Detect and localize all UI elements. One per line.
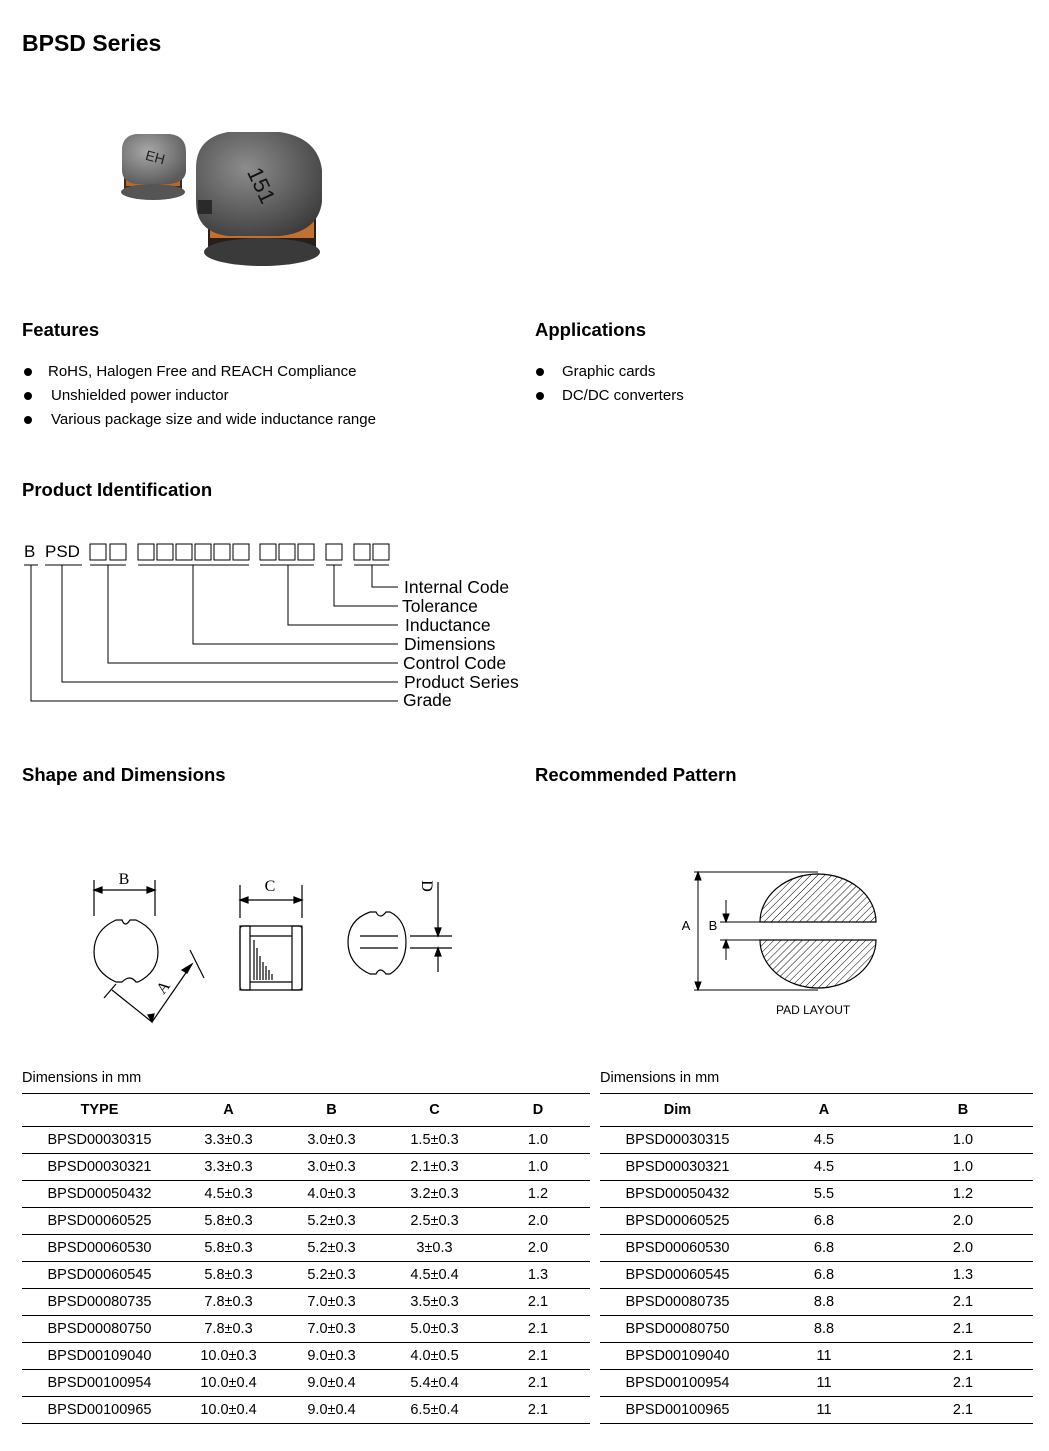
table-cell: 6.8 [755, 1235, 893, 1262]
shape-label-a: A [153, 977, 174, 998]
table-cell: 6.8 [755, 1262, 893, 1289]
table-cell: 10.0±0.3 [177, 1343, 280, 1370]
table-cell: BPSD00080750 [22, 1316, 177, 1343]
table-cell: 5.4±0.4 [383, 1370, 486, 1397]
column-header: D [486, 1094, 590, 1127]
table-cell: 7.8±0.3 [177, 1316, 280, 1343]
table-cell: 2.1 [486, 1343, 590, 1370]
bullet-icon [536, 368, 544, 376]
table-cell: 11 [755, 1370, 893, 1397]
table-cell: 6.8 [755, 1208, 893, 1235]
list-item [536, 384, 936, 408]
features-list [24, 360, 484, 432]
table-row [22, 1289, 590, 1316]
pattern-label-a: A [681, 918, 691, 933]
bullet-icon [24, 416, 32, 424]
table-cell: 2.0 [486, 1208, 590, 1235]
table-cell: BPSD00080750 [600, 1316, 755, 1343]
bullet-icon [24, 368, 32, 376]
dim-table-caption: Dimensions in mm [22, 1070, 142, 1086]
table-row [600, 1343, 1033, 1370]
table-row [22, 1343, 590, 1370]
dimensions-table [22, 1093, 590, 1424]
table-cell: BPSD00030315 [22, 1127, 177, 1154]
table-cell: 5.8±0.3 [177, 1208, 280, 1235]
table-cell: 3.3±0.3 [177, 1154, 280, 1181]
column-header: A [177, 1094, 280, 1127]
table-cell: 4.0±0.5 [383, 1343, 486, 1370]
table-cell: 4.5 [755, 1127, 893, 1154]
table-cell: BPSD00080735 [600, 1289, 755, 1316]
applications-list [536, 360, 936, 408]
table-cell: 10.0±0.4 [177, 1397, 280, 1424]
table-cell: BPSD00060525 [600, 1208, 755, 1235]
large-marking: 151 [242, 163, 281, 208]
table-cell: BPSD00030321 [600, 1154, 755, 1181]
table-row [22, 1235, 590, 1262]
table-cell: BPSD00060545 [22, 1262, 177, 1289]
table-cell: 3.3±0.3 [177, 1127, 280, 1154]
table-cell: 1.0 [486, 1127, 590, 1154]
table-cell: 5.8±0.3 [177, 1235, 280, 1262]
table-row [600, 1127, 1033, 1154]
table-row [22, 1154, 590, 1181]
table-cell: BPSD00060530 [600, 1235, 755, 1262]
table-row [22, 1262, 590, 1289]
label-tolerance: Tolerance [402, 596, 478, 616]
table-cell: BPSD00060545 [600, 1262, 755, 1289]
upper-pad [760, 874, 876, 922]
table-cell: BPSD00100965 [600, 1397, 755, 1424]
list-item-text: Unshielded power inductor [51, 387, 229, 404]
table-cell: BPSD00050432 [600, 1181, 755, 1208]
shape-label-c: C [264, 878, 276, 895]
list-item-text: DC/DC converters [562, 387, 684, 404]
table-row [22, 1208, 590, 1235]
pad-dimensions-table [600, 1093, 1033, 1424]
shape-drawing [80, 860, 470, 1035]
table-cell: 8.8 [755, 1289, 893, 1316]
table-cell: 2.0 [486, 1235, 590, 1262]
pad-layout-caption: PAD LAYOUT [776, 1003, 851, 1017]
product-identification-heading: Product Identification [22, 479, 213, 500]
bullet-icon [24, 392, 32, 400]
list-item-text: Various package size and wide inductance range [51, 411, 376, 428]
table-row [600, 1397, 1033, 1424]
table-cell: 2.1 [893, 1370, 1033, 1397]
table-cell: 4.5±0.4 [383, 1262, 486, 1289]
label-product-series: Product Series [404, 672, 519, 692]
table-row [22, 1127, 590, 1154]
bullet-icon [536, 392, 544, 400]
column-header: B [280, 1094, 383, 1127]
table-cell: 11 [755, 1397, 893, 1424]
table-cell: BPSD00080735 [22, 1289, 177, 1316]
table-cell: 1.5±0.3 [383, 1127, 486, 1154]
table-row [600, 1181, 1033, 1208]
code-prefix-psd: PSD [45, 542, 80, 561]
table-row [600, 1262, 1033, 1289]
table-row [22, 1397, 590, 1424]
top-view-outline [94, 920, 158, 982]
table-row [22, 1181, 590, 1208]
column-header: C [383, 1094, 486, 1127]
table-header-row [22, 1094, 590, 1127]
table-row [600, 1289, 1033, 1316]
table-cell: 2.1 [486, 1316, 590, 1343]
table-cell: 5.2±0.3 [280, 1235, 383, 1262]
pad-table-caption: Dimensions in mm [600, 1070, 720, 1086]
table-cell: BPSD00100954 [600, 1370, 755, 1397]
table-cell: 9.0±0.3 [280, 1343, 383, 1370]
label-dimensions: Dimensions [404, 634, 496, 654]
table-cell: 2.1 [486, 1289, 590, 1316]
table-cell: BPSD00100965 [22, 1397, 177, 1424]
table-cell: 2.0 [893, 1208, 1033, 1235]
table-row [600, 1370, 1033, 1397]
table-cell: 5.2±0.3 [280, 1208, 383, 1235]
table-cell: 9.0±0.4 [280, 1397, 383, 1424]
list-item [24, 360, 484, 384]
table-cell: 6.5±0.4 [383, 1397, 486, 1424]
product-id-diagram [0, 530, 420, 715]
product-photo [110, 120, 340, 280]
column-header: B [893, 1094, 1033, 1127]
large-inductor [196, 132, 322, 266]
features-heading: Features [22, 319, 100, 340]
table-cell: 4.5 [755, 1154, 893, 1181]
table-cell: 2.1 [893, 1289, 1033, 1316]
label-grade: Grade [403, 690, 452, 710]
table-cell: 4.5±0.3 [177, 1181, 280, 1208]
table-row [600, 1316, 1033, 1343]
table-cell: 2.0 [893, 1235, 1033, 1262]
table-row [600, 1154, 1033, 1181]
list-item-text: RoHS, Halogen Free and REACH Compliance [48, 363, 357, 380]
label-inductance: Inductance [405, 615, 491, 635]
pattern-label-b: B [708, 918, 718, 933]
shape-dimensions-heading: Shape and Dimensions [22, 764, 226, 785]
table-row [600, 1235, 1033, 1262]
column-header: TYPE [22, 1094, 177, 1127]
list-item-text: Graphic cards [562, 363, 656, 380]
table-cell: 5.2±0.3 [280, 1262, 383, 1289]
table-cell: 2.1 [893, 1343, 1033, 1370]
table-cell: 2.1 [893, 1397, 1033, 1424]
column-header: Dim [600, 1094, 755, 1127]
code-prefix-b: B [24, 542, 36, 561]
table-cell: BPSD00109040 [600, 1343, 755, 1370]
table-cell: 4.0±0.3 [280, 1181, 383, 1208]
table-row [22, 1370, 590, 1397]
label-control-code: Control Code [403, 653, 507, 673]
table-cell: 3.5±0.3 [383, 1289, 486, 1316]
applications-heading: Applications [535, 319, 647, 340]
table-cell: 3.2±0.3 [383, 1181, 486, 1208]
table-header-row [600, 1094, 1033, 1127]
small-marking: EH [143, 146, 167, 168]
table-cell: BPSD00060530 [22, 1235, 177, 1262]
small-inductor [121, 134, 186, 200]
table-cell: 9.0±0.4 [280, 1370, 383, 1397]
table-cell: 5.0±0.3 [383, 1316, 486, 1343]
table-cell: BPSD00060525 [22, 1208, 177, 1235]
table-cell: 3.0±0.3 [280, 1127, 383, 1154]
table-cell: 8.8 [755, 1316, 893, 1343]
table-cell: 3±0.3 [383, 1235, 486, 1262]
table-cell: 7.8±0.3 [177, 1289, 280, 1316]
list-item [24, 408, 484, 432]
table-cell: 1.3 [893, 1262, 1033, 1289]
table-cell: 1.2 [486, 1181, 590, 1208]
table-cell: 2.1 [486, 1397, 590, 1424]
page-title: BPSD Series [22, 30, 162, 56]
table-cell: 10.0±0.4 [177, 1370, 280, 1397]
column-header: A [755, 1094, 893, 1127]
table-cell: 7.0±0.3 [280, 1316, 383, 1343]
table-cell: 1.0 [893, 1127, 1033, 1154]
table-cell: 1.3 [486, 1262, 590, 1289]
table-cell: BPSD00050432 [22, 1181, 177, 1208]
table-cell: BPSD00109040 [22, 1343, 177, 1370]
table-cell: 2.1±0.3 [383, 1154, 486, 1181]
table-row [600, 1208, 1033, 1235]
table-cell: 1.2 [893, 1181, 1033, 1208]
table-cell: BPSD00100954 [22, 1370, 177, 1397]
table-row [22, 1316, 590, 1343]
table-cell: 2.1 [486, 1370, 590, 1397]
table-cell: 11 [755, 1343, 893, 1370]
table-cell: 2.1 [893, 1316, 1033, 1343]
shape-label-d: D [418, 880, 435, 892]
table-cell: BPSD00030315 [600, 1127, 755, 1154]
table-cell: 5.8±0.3 [177, 1262, 280, 1289]
table-cell: 5.5 [755, 1181, 893, 1208]
table-cell: 1.0 [893, 1154, 1033, 1181]
label-internal-code: Internal Code [404, 577, 510, 597]
list-item [24, 384, 484, 408]
table-cell: 3.0±0.3 [280, 1154, 383, 1181]
table-cell: 2.5±0.3 [383, 1208, 486, 1235]
table-cell: 7.0±0.3 [280, 1289, 383, 1316]
shape-label-b: B [118, 871, 130, 888]
table-cell: 1.0 [486, 1154, 590, 1181]
table-cell: BPSD00030321 [22, 1154, 177, 1181]
recommended-pattern-heading: Recommended Pattern [535, 764, 737, 785]
list-item [536, 360, 936, 384]
lower-pad [760, 940, 876, 988]
